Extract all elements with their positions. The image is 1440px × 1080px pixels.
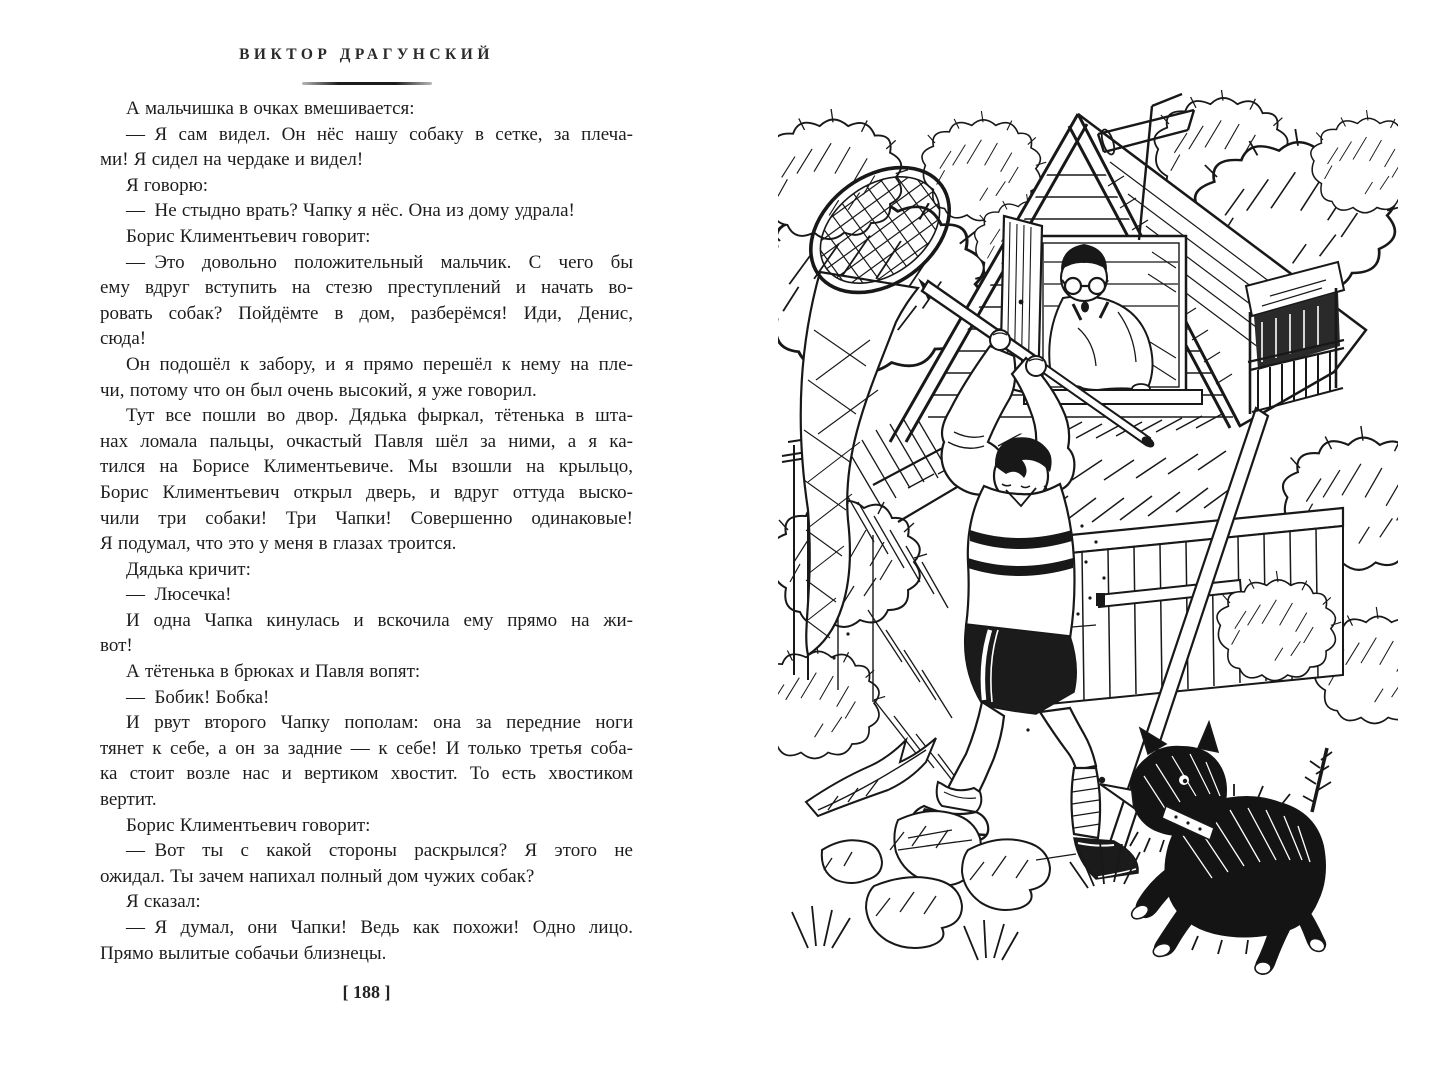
page-number: [ 188 ] [342, 982, 391, 1002]
text-line: чи, потому что он был очень высокий, я уже говорил. [100, 379, 537, 401]
running-head: ВИКТОР ДРАГУНСКИЙ [239, 46, 494, 63]
text-line: ка стоит возле нас и вертиком хвостит. То есть хвостиком [100, 763, 633, 785]
text-line: ровать собак? Пойдёмте в дом, разберёмся! Иди, Денис, [100, 302, 633, 324]
header-rule [302, 82, 432, 85]
illustration-svg [778, 90, 1398, 1010]
text-line: Я сказал: [126, 891, 201, 913]
text-line: Я подумал, что это у меня в глазах троится. [100, 533, 457, 555]
text-line: — Бобик! Бобка! [126, 686, 270, 708]
text-line: вот! [100, 635, 133, 657]
dog [1099, 722, 1332, 975]
text-line: тянет к себе, а он за задние — к себе! И только третья соба- [100, 737, 633, 759]
text-line: сюда! [100, 328, 147, 350]
text-line: И одна Чапка кинулась и вскочила ему прямо на жи- [126, 609, 633, 631]
burdock-leaves [806, 738, 1050, 948]
text-line: А тётенька в брюках и Павля вопят: [126, 661, 421, 683]
text-line: Борис Климентьевич открыл дверь, и вдруг оттуда выско- [100, 481, 633, 503]
text-line: Борис Климентьевич говорит: [126, 814, 371, 836]
text-line: Я говорю: [126, 174, 209, 196]
text-line: чили три собаки! Три Чапки! Совершенно одинаковые! [100, 507, 633, 529]
text-column [100, 96, 633, 966]
text-line: тился на Борисе Климентьевиче. Мы взошли на крыльцо, [100, 456, 633, 478]
text-line: ми! Я сидел на чердаке и видел! [100, 149, 364, 171]
text-line: Дядька кричит: [126, 558, 251, 580]
text-line: И рвут второго Чапку пополам: она за передние ноги [126, 712, 633, 734]
text-line: — Люсечка! [126, 584, 232, 606]
back-shoe [1074, 838, 1138, 879]
bandaged-shin [1072, 768, 1101, 838]
text-line: Прямо вылитые собачьи близнецы. [100, 942, 387, 964]
text-line: Борис Климентьевич говорит: [126, 225, 371, 247]
text-line: вертит. [100, 789, 157, 811]
text-line: Тут все пошли во двор. Дядька фыркал, тётенька в шта- [126, 405, 633, 427]
text-line: А мальчишка в очках вмешивается: [126, 98, 415, 119]
text-line: нах ломала пальцы, очкастый Павля шёл за ними, а я ка- [100, 430, 633, 452]
text-line: — Это довольно положительный мальчик. С чего бы [126, 251, 633, 273]
text-line: ожидал. Ты зачем напихал полный дом чужих собак? [100, 865, 535, 887]
text-line: — Я думал, они Чапки! Ведь как похожи! Одно лицо. [126, 917, 633, 938]
text-line: — Не стыдно врать? Чапку я нёс. Она из дому удрала! [126, 200, 575, 222]
text-line: Он подошёл к забору, и я прямо перешёл к нему на пле- [126, 353, 633, 375]
text-line: ему вдруг вступить на стезю преступлений и начать во- [100, 277, 633, 299]
illustration [778, 90, 1398, 1010]
text-line: — Вот ты с какой стороны раскрылся? Я этого не [126, 840, 633, 862]
text-line: — Я сам видел. Он нёс нашу собаку в сетке, за плеча- [126, 123, 633, 145]
